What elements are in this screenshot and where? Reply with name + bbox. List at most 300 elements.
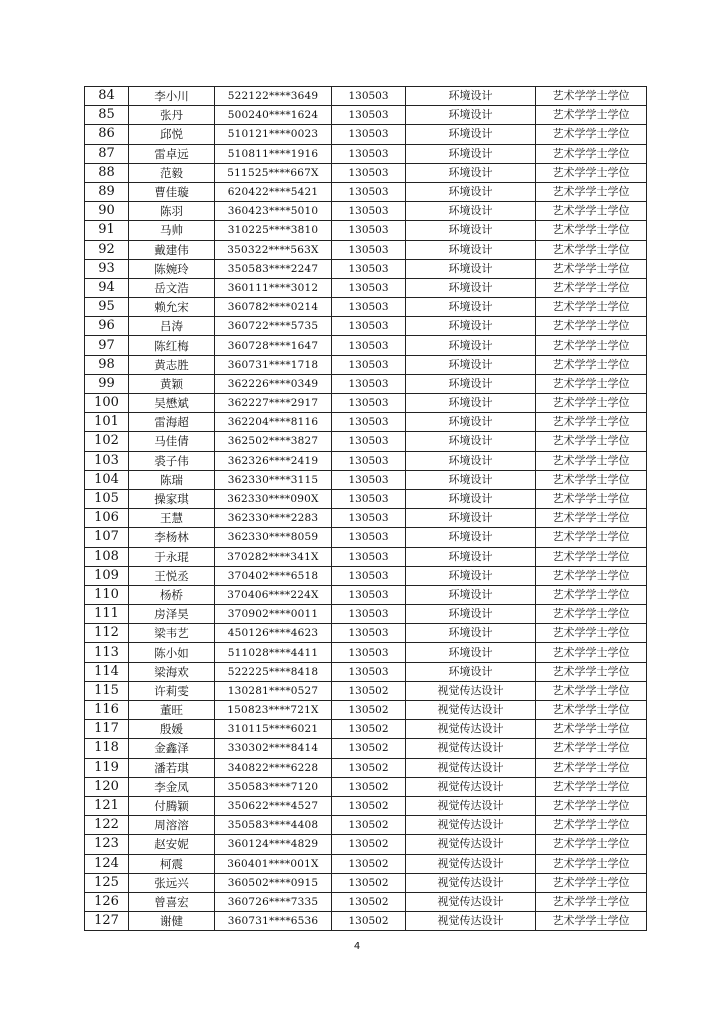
id-number-cell: 310225****3810 [215, 221, 332, 240]
degree-cell: 艺术学学士学位 [536, 394, 647, 413]
table-row [85, 912, 647, 931]
id-number-cell: 340822****6228 [215, 758, 332, 777]
major-name-cell: 环境设计 [406, 470, 536, 489]
student-name-cell: 金鑫泽 [129, 739, 215, 758]
major-code-cell: 130503 [332, 643, 406, 662]
row-number-cell: 114 [85, 662, 129, 681]
degree-cell: 艺术学学士学位 [536, 662, 647, 681]
student-name-cell: 吕涛 [129, 317, 215, 336]
table-row [85, 662, 647, 681]
student-name-cell: 付腾颖 [129, 796, 215, 815]
degree-cell: 艺术学学士学位 [536, 163, 647, 182]
major-name-cell: 环境设计 [406, 643, 536, 662]
row-number-cell: 125 [85, 873, 129, 892]
degree-cell: 艺术学学士学位 [536, 451, 647, 470]
major-name-cell: 环境设计 [406, 605, 536, 624]
id-number-cell: 362326****2419 [215, 451, 332, 470]
table-row [85, 317, 647, 336]
table-row [85, 432, 647, 451]
major-name-cell: 环境设计 [406, 278, 536, 297]
major-code-cell: 130502 [332, 758, 406, 777]
table-row [85, 221, 647, 240]
major-name-cell: 环境设计 [406, 355, 536, 374]
id-number-cell: 370902****0011 [215, 605, 332, 624]
table-row [85, 624, 647, 643]
major-code-cell: 130503 [332, 451, 406, 470]
major-code-cell: 130503 [332, 125, 406, 144]
major-code-cell: 130503 [332, 489, 406, 508]
row-number-cell: 92 [85, 240, 129, 259]
id-number-cell: 350583****7120 [215, 777, 332, 796]
major-name-cell: 环境设计 [406, 336, 536, 355]
id-number-cell: 362502****3827 [215, 432, 332, 451]
row-number-cell: 123 [85, 835, 129, 854]
table-row [85, 547, 647, 566]
major-code-cell: 130503 [332, 624, 406, 643]
student-name-cell: 赵安妮 [129, 835, 215, 854]
student-name-cell: 李小川 [129, 87, 215, 106]
degree-cell: 艺术学学士学位 [536, 413, 647, 432]
degree-cell: 艺术学学士学位 [536, 528, 647, 547]
table-body [85, 87, 647, 931]
table-row [85, 796, 647, 815]
major-name-cell: 环境设计 [406, 528, 536, 547]
major-name-cell: 视觉传达设计 [406, 796, 536, 815]
major-code-cell: 130503 [332, 144, 406, 163]
student-name-cell: 柯震 [129, 854, 215, 873]
major-code-cell: 130503 [332, 374, 406, 393]
id-number-cell: 350622****4527 [215, 796, 332, 815]
id-number-cell: 370406****224X [215, 585, 332, 604]
major-code-cell: 130502 [332, 835, 406, 854]
major-name-cell: 环境设计 [406, 240, 536, 259]
student-name-cell: 邱悦 [129, 125, 215, 144]
major-name-cell: 环境设计 [406, 489, 536, 508]
student-name-cell: 张远兴 [129, 873, 215, 892]
row-number-cell: 101 [85, 413, 129, 432]
table-row [85, 413, 647, 432]
table-row [85, 585, 647, 604]
row-number-cell: 119 [85, 758, 129, 777]
major-name-cell: 视觉传达设计 [406, 835, 536, 854]
major-code-cell: 130503 [332, 566, 406, 585]
major-code-cell: 130503 [332, 163, 406, 182]
row-number-cell: 91 [85, 221, 129, 240]
row-number-cell: 105 [85, 489, 129, 508]
table-row [85, 777, 647, 796]
major-name-cell: 环境设计 [406, 451, 536, 470]
student-name-cell: 黄志胜 [129, 355, 215, 374]
row-number-cell: 89 [85, 182, 129, 201]
major-name-cell: 环境设计 [406, 221, 536, 240]
row-number-cell: 102 [85, 432, 129, 451]
degree-cell: 艺术学学士学位 [536, 87, 647, 106]
degree-cell: 艺术学学士学位 [536, 643, 647, 662]
major-code-cell: 130502 [332, 739, 406, 758]
major-code-cell: 130503 [332, 605, 406, 624]
table-row [85, 182, 647, 201]
major-name-cell: 视觉传达设计 [406, 854, 536, 873]
table-row [85, 240, 647, 259]
degree-cell: 艺术学学士学位 [536, 278, 647, 297]
student-name-cell: 周溶溶 [129, 816, 215, 835]
major-name-cell: 环境设计 [406, 298, 536, 317]
student-name-cell: 陈羽 [129, 202, 215, 221]
major-code-cell: 130502 [332, 816, 406, 835]
table-row [85, 394, 647, 413]
table-row [85, 854, 647, 873]
row-number-cell: 99 [85, 374, 129, 393]
table-row [85, 125, 647, 144]
table-row [85, 605, 647, 624]
major-code-cell: 130503 [332, 87, 406, 106]
id-number-cell: 330302****8414 [215, 739, 332, 758]
id-number-cell: 511525****667X [215, 163, 332, 182]
student-name-cell: 岳文浩 [129, 278, 215, 297]
degree-cell: 艺术学学士学位 [536, 585, 647, 604]
row-number-cell: 96 [85, 317, 129, 336]
major-code-cell: 130503 [332, 528, 406, 547]
major-name-cell: 环境设计 [406, 662, 536, 681]
table-row [85, 202, 647, 221]
row-number-cell: 111 [85, 605, 129, 624]
major-name-cell: 视觉传达设计 [406, 892, 536, 911]
degree-list-table [84, 86, 647, 931]
student-name-cell: 黄颖 [129, 374, 215, 393]
major-code-cell: 130502 [332, 720, 406, 739]
major-code-cell: 130503 [332, 221, 406, 240]
table-row [85, 298, 647, 317]
table-row [85, 336, 647, 355]
table-row [85, 374, 647, 393]
degree-cell: 艺术学学士学位 [536, 106, 647, 125]
degree-cell: 艺术学学士学位 [536, 854, 647, 873]
id-number-cell: 522225****8418 [215, 662, 332, 681]
major-name-cell: 环境设计 [406, 182, 536, 201]
major-code-cell: 130503 [332, 336, 406, 355]
table-row [85, 259, 647, 278]
id-number-cell: 362330****090X [215, 489, 332, 508]
degree-cell: 艺术学学士学位 [536, 816, 647, 835]
major-code-cell: 130503 [332, 662, 406, 681]
major-name-cell: 视觉传达设计 [406, 720, 536, 739]
student-name-cell: 潘若琪 [129, 758, 215, 777]
id-number-cell: 360731****1718 [215, 355, 332, 374]
major-code-cell: 130503 [332, 432, 406, 451]
major-name-cell: 环境设计 [406, 202, 536, 221]
id-number-cell: 450126****4623 [215, 624, 332, 643]
degree-cell: 艺术学学士学位 [536, 720, 647, 739]
student-name-cell: 杨桥 [129, 585, 215, 604]
degree-cell: 艺术学学士学位 [536, 298, 647, 317]
table-row [85, 835, 647, 854]
major-code-cell: 130503 [332, 259, 406, 278]
major-code-cell: 130503 [332, 106, 406, 125]
table-row [85, 892, 647, 911]
id-number-cell: 511028****4411 [215, 643, 332, 662]
id-number-cell: 500240****1624 [215, 106, 332, 125]
student-name-cell: 王慧 [129, 509, 215, 528]
table-row [85, 509, 647, 528]
student-name-cell: 范毅 [129, 163, 215, 182]
student-name-cell: 陈红梅 [129, 336, 215, 355]
table-row [85, 643, 647, 662]
degree-cell: 艺术学学士学位 [536, 470, 647, 489]
major-code-cell: 130503 [332, 470, 406, 489]
degree-cell: 艺术学学士学位 [536, 221, 647, 240]
major-code-cell: 130502 [332, 892, 406, 911]
degree-cell: 艺术学学士学位 [536, 489, 647, 508]
major-code-cell: 130503 [332, 355, 406, 374]
row-number-cell: 121 [85, 796, 129, 815]
student-name-cell: 戴建伟 [129, 240, 215, 259]
degree-cell: 艺术学学士学位 [536, 547, 647, 566]
student-name-cell: 李杨林 [129, 528, 215, 547]
id-number-cell: 360726****7335 [215, 892, 332, 911]
major-name-cell: 视觉传达设计 [406, 701, 536, 720]
major-name-cell: 环境设计 [406, 259, 536, 278]
degree-cell: 艺术学学士学位 [536, 605, 647, 624]
row-number-cell: 95 [85, 298, 129, 317]
row-number-cell: 84 [85, 87, 129, 106]
table-row [85, 106, 647, 125]
major-code-cell: 130502 [332, 777, 406, 796]
id-number-cell: 370282****341X [215, 547, 332, 566]
table-row [85, 701, 647, 720]
row-number-cell: 90 [85, 202, 129, 221]
table-row [85, 470, 647, 489]
major-name-cell: 环境设计 [406, 585, 536, 604]
id-number-cell: 510121****0023 [215, 125, 332, 144]
id-number-cell: 360731****6536 [215, 912, 332, 931]
major-code-cell: 130503 [332, 278, 406, 297]
degree-cell: 艺术学学士学位 [536, 796, 647, 815]
id-number-cell: 620422****5421 [215, 182, 332, 201]
id-number-cell: 370402****6518 [215, 566, 332, 585]
table-row [85, 163, 647, 182]
degree-cell: 艺术学学士学位 [536, 374, 647, 393]
major-code-cell: 130502 [332, 854, 406, 873]
student-name-cell: 陈婉玲 [129, 259, 215, 278]
row-number-cell: 117 [85, 720, 129, 739]
row-number-cell: 124 [85, 854, 129, 873]
degree-cell: 艺术学学士学位 [536, 144, 647, 163]
row-number-cell: 109 [85, 566, 129, 585]
degree-cell: 艺术学学士学位 [536, 432, 647, 451]
row-number-cell: 110 [85, 585, 129, 604]
id-number-cell: 350583****2247 [215, 259, 332, 278]
degree-cell: 艺术学学士学位 [536, 777, 647, 796]
major-name-cell: 环境设计 [406, 163, 536, 182]
major-code-cell: 130503 [332, 547, 406, 566]
row-number-cell: 127 [85, 912, 129, 931]
degree-cell: 艺术学学士学位 [536, 355, 647, 374]
id-number-cell: 360502****0915 [215, 873, 332, 892]
table-row [85, 739, 647, 758]
degree-cell: 艺术学学士学位 [536, 624, 647, 643]
student-name-cell: 裘子伟 [129, 451, 215, 470]
row-number-cell: 87 [85, 144, 129, 163]
major-code-cell: 130503 [332, 240, 406, 259]
student-name-cell: 马帅 [129, 221, 215, 240]
row-number-cell: 93 [85, 259, 129, 278]
page-number: 4 [353, 941, 361, 952]
id-number-cell: 362226****0349 [215, 374, 332, 393]
id-number-cell: 360124****4829 [215, 835, 332, 854]
major-name-cell: 视觉传达设计 [406, 873, 536, 892]
degree-cell: 艺术学学士学位 [536, 758, 647, 777]
major-code-cell: 130503 [332, 413, 406, 432]
major-code-cell: 130503 [332, 394, 406, 413]
id-number-cell: 350583****4408 [215, 816, 332, 835]
id-number-cell: 360782****0214 [215, 298, 332, 317]
table-row [85, 816, 647, 835]
table-row [85, 489, 647, 508]
row-number-cell: 98 [85, 355, 129, 374]
id-number-cell: 360722****5735 [215, 317, 332, 336]
major-name-cell: 环境设计 [406, 509, 536, 528]
table-row [85, 87, 647, 106]
id-number-cell: 510811****1916 [215, 144, 332, 163]
degree-cell: 艺术学学士学位 [536, 566, 647, 585]
degree-cell: 艺术学学士学位 [536, 336, 647, 355]
row-number-cell: 113 [85, 643, 129, 662]
row-number-cell: 100 [85, 394, 129, 413]
major-code-cell: 130503 [332, 509, 406, 528]
id-number-cell: 310115****6021 [215, 720, 332, 739]
student-name-cell: 操家琪 [129, 489, 215, 508]
major-name-cell: 环境设计 [406, 566, 536, 585]
row-number-cell: 118 [85, 739, 129, 758]
id-number-cell: 362227****2917 [215, 394, 332, 413]
degree-cell: 艺术学学士学位 [536, 835, 647, 854]
row-number-cell: 94 [85, 278, 129, 297]
id-number-cell: 150823****721X [215, 701, 332, 720]
student-name-cell: 房泽昊 [129, 605, 215, 624]
id-number-cell: 362330****8059 [215, 528, 332, 547]
student-name-cell: 许莉雯 [129, 681, 215, 700]
id-number-cell: 362204****8116 [215, 413, 332, 432]
major-code-cell: 130503 [332, 182, 406, 201]
degree-cell: 艺术学学士学位 [536, 317, 647, 336]
student-name-cell: 张丹 [129, 106, 215, 125]
degree-cell: 艺术学学士学位 [536, 739, 647, 758]
degree-cell: 艺术学学士学位 [536, 681, 647, 700]
degree-cell: 艺术学学士学位 [536, 912, 647, 931]
id-number-cell: 360423****5010 [215, 202, 332, 221]
major-name-cell: 环境设计 [406, 144, 536, 163]
student-name-cell: 梁海欢 [129, 662, 215, 681]
row-number-cell: 104 [85, 470, 129, 489]
major-code-cell: 130503 [332, 585, 406, 604]
table-row [85, 720, 647, 739]
student-name-cell: 马佳倩 [129, 432, 215, 451]
student-name-cell: 李金凤 [129, 777, 215, 796]
major-name-cell: 环境设计 [406, 125, 536, 144]
table-row [85, 355, 647, 374]
major-name-cell: 环境设计 [406, 374, 536, 393]
id-number-cell: 360401****001X [215, 854, 332, 873]
major-code-cell: 130503 [332, 298, 406, 317]
student-name-cell: 吴懋斌 [129, 394, 215, 413]
major-code-cell: 130503 [332, 202, 406, 221]
degree-cell: 艺术学学士学位 [536, 125, 647, 144]
major-name-cell: 环境设计 [406, 87, 536, 106]
major-name-cell: 环境设计 [406, 547, 536, 566]
row-number-cell: 115 [85, 681, 129, 700]
student-name-cell: 王悦丞 [129, 566, 215, 585]
student-name-cell: 赖允宋 [129, 298, 215, 317]
row-number-cell: 86 [85, 125, 129, 144]
row-number-cell: 85 [85, 106, 129, 125]
major-code-cell: 130502 [332, 701, 406, 720]
major-code-cell: 130502 [332, 873, 406, 892]
major-name-cell: 环境设计 [406, 106, 536, 125]
row-number-cell: 107 [85, 528, 129, 547]
major-name-cell: 视觉传达设计 [406, 758, 536, 777]
major-code-cell: 130503 [332, 317, 406, 336]
row-number-cell: 126 [85, 892, 129, 911]
id-number-cell: 350322****563X [215, 240, 332, 259]
student-name-cell: 曹佳璇 [129, 182, 215, 201]
table-row [85, 144, 647, 163]
row-number-cell: 116 [85, 701, 129, 720]
major-name-cell: 视觉传达设计 [406, 739, 536, 758]
student-name-cell: 陈小如 [129, 643, 215, 662]
major-name-cell: 视觉传达设计 [406, 777, 536, 796]
student-name-cell: 曾喜宏 [129, 892, 215, 911]
id-number-cell: 360111****3012 [215, 278, 332, 297]
major-code-cell: 130502 [332, 912, 406, 931]
degree-cell: 艺术学学士学位 [536, 873, 647, 892]
student-name-cell: 梁韦艺 [129, 624, 215, 643]
table-row [85, 758, 647, 777]
major-name-cell: 环境设计 [406, 432, 536, 451]
major-name-cell: 视觉传达设计 [406, 681, 536, 700]
table-row [85, 451, 647, 470]
degree-cell: 艺术学学士学位 [536, 182, 647, 201]
row-number-cell: 97 [85, 336, 129, 355]
table-row [85, 566, 647, 585]
table-row [85, 873, 647, 892]
major-name-cell: 环境设计 [406, 624, 536, 643]
degree-cell: 艺术学学士学位 [536, 202, 647, 221]
major-code-cell: 130502 [332, 681, 406, 700]
student-name-cell: 谢健 [129, 912, 215, 931]
table-row [85, 681, 647, 700]
id-number-cell: 362330****3115 [215, 470, 332, 489]
degree-cell: 艺术学学士学位 [536, 701, 647, 720]
degree-cell: 艺术学学士学位 [536, 240, 647, 259]
row-number-cell: 88 [85, 163, 129, 182]
id-number-cell: 522122****3649 [215, 87, 332, 106]
major-name-cell: 环境设计 [406, 317, 536, 336]
id-number-cell: 360728****1647 [215, 336, 332, 355]
row-number-cell: 122 [85, 816, 129, 835]
id-number-cell: 130281****0527 [215, 681, 332, 700]
row-number-cell: 106 [85, 509, 129, 528]
degree-cell: 艺术学学士学位 [536, 509, 647, 528]
row-number-cell: 103 [85, 451, 129, 470]
student-name-cell: 殷媛 [129, 720, 215, 739]
major-code-cell: 130502 [332, 796, 406, 815]
student-name-cell: 董旺 [129, 701, 215, 720]
row-number-cell: 120 [85, 777, 129, 796]
student-name-cell: 于永琨 [129, 547, 215, 566]
row-number-cell: 108 [85, 547, 129, 566]
major-name-cell: 视觉传达设计 [406, 912, 536, 931]
major-name-cell: 视觉传达设计 [406, 816, 536, 835]
